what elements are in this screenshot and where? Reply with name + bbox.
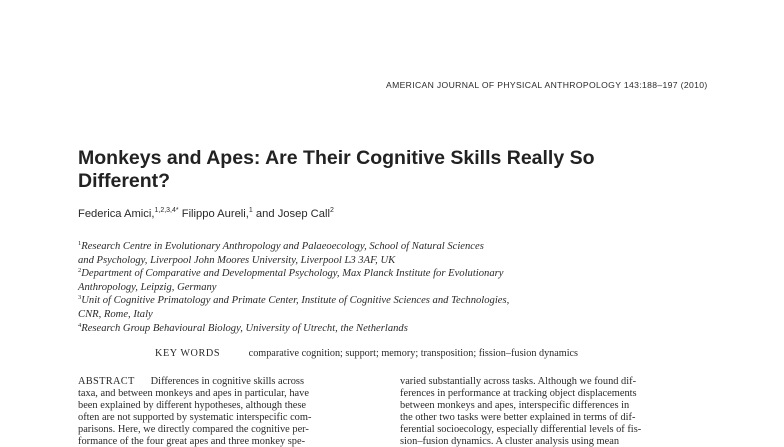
abstract-line — [78, 376, 384, 388]
affiliation-line: and Psychology, Liverpool John Moores University, Liverpool L3 3AF, UK — [78, 254, 396, 266]
title-line: Different? — [78, 170, 171, 192]
affiliation-mark: 3 — [78, 294, 82, 302]
abstract-line: been explained by different hypotheses, although these — [78, 399, 307, 411]
abstract-right-column — [400, 376, 710, 447]
affiliation-text: Research Group Behavioural Biology, University of Utrecht, the Netherlands — [81, 322, 408, 334]
affiliation-text: Department of Comparative and Developmental Psychology, Max Planck Institute for Evolutionary — [81, 268, 504, 280]
affiliation-line — [78, 322, 718, 336]
affiliation-text: Unit of Cognitive Primatology and Primate Center, Institute of Cognitive Sciences and Technologies, — [81, 295, 510, 307]
abstract-label: ABSTRACT — [78, 376, 135, 387]
keywords — [155, 348, 578, 359]
abstract-left-column — [78, 376, 384, 447]
author-name: and Josep Call — [255, 208, 330, 220]
affiliation-line — [78, 294, 718, 308]
keywords-label: KEY WORDS — [155, 348, 221, 359]
affiliation-mark: 4 — [78, 321, 82, 329]
keywords-text: comparative cognition; support; memory; transposition; fission–fusion dynamics — [248, 348, 579, 359]
abstract-line: ferential socioecology, especially differential levels of fis- — [400, 423, 642, 435]
author-affiliation-mark: 2 — [329, 207, 334, 214]
paper-title — [78, 147, 718, 193]
affiliation-text: Research Centre in Evolutionary Anthropology and Palaeoecology, School of Natural Sciences — [81, 241, 484, 252]
abstract-line: between monkeys and apes, interspecific differences in — [400, 399, 630, 411]
affiliation-mark: 2 — [78, 267, 82, 275]
affiliation-mark: 1 — [78, 240, 82, 247]
abstract-line: sion–fusion dynamics. A cluster analysis using mean — [400, 435, 620, 447]
title-line: Monkeys and Apes: Are Their Cognitive Skills Really So — [78, 147, 595, 169]
affiliation-line — [78, 240, 718, 254]
abstract-line: the other two tasks were better explained in terms of dif- — [400, 411, 636, 423]
affiliation-line — [78, 267, 718, 281]
author-list — [78, 208, 334, 220]
author-affiliation-mark: 1 — [248, 207, 253, 214]
affiliation-line: CNR, Rome, Italy — [78, 308, 153, 320]
abstract-line: often are not supported by systematic interspecific com- — [78, 411, 312, 423]
abstract-line: taxa, and between monkeys and apes in particular, have — [78, 387, 309, 399]
abstract-line: ferences in performance at tracking object displacements — [400, 387, 637, 399]
author-name: Filippo Aureli, — [181, 208, 249, 220]
abstract-line: parisons. Here, we directly compared the cognitive per- — [78, 423, 309, 435]
author-affiliation-mark: 1,2,3,4* — [154, 207, 179, 214]
affiliation-line: Anthropology, Leipzig, Germany — [78, 281, 217, 293]
abstract-line: formance of the four great apes and three monkey spe- — [78, 435, 306, 447]
abstract-line: varied substantially across tasks. Although we found dif- — [400, 376, 637, 387]
affiliation-list — [78, 240, 718, 335]
abstract-text: Differences in cognitive skills across — [150, 376, 304, 387]
author-name: Federica Amici, — [78, 208, 155, 220]
running-head: AMERICAN JOURNAL OF PHYSICAL ANTHROPOLOGY 143:188–197 (2010) — [386, 80, 708, 90]
